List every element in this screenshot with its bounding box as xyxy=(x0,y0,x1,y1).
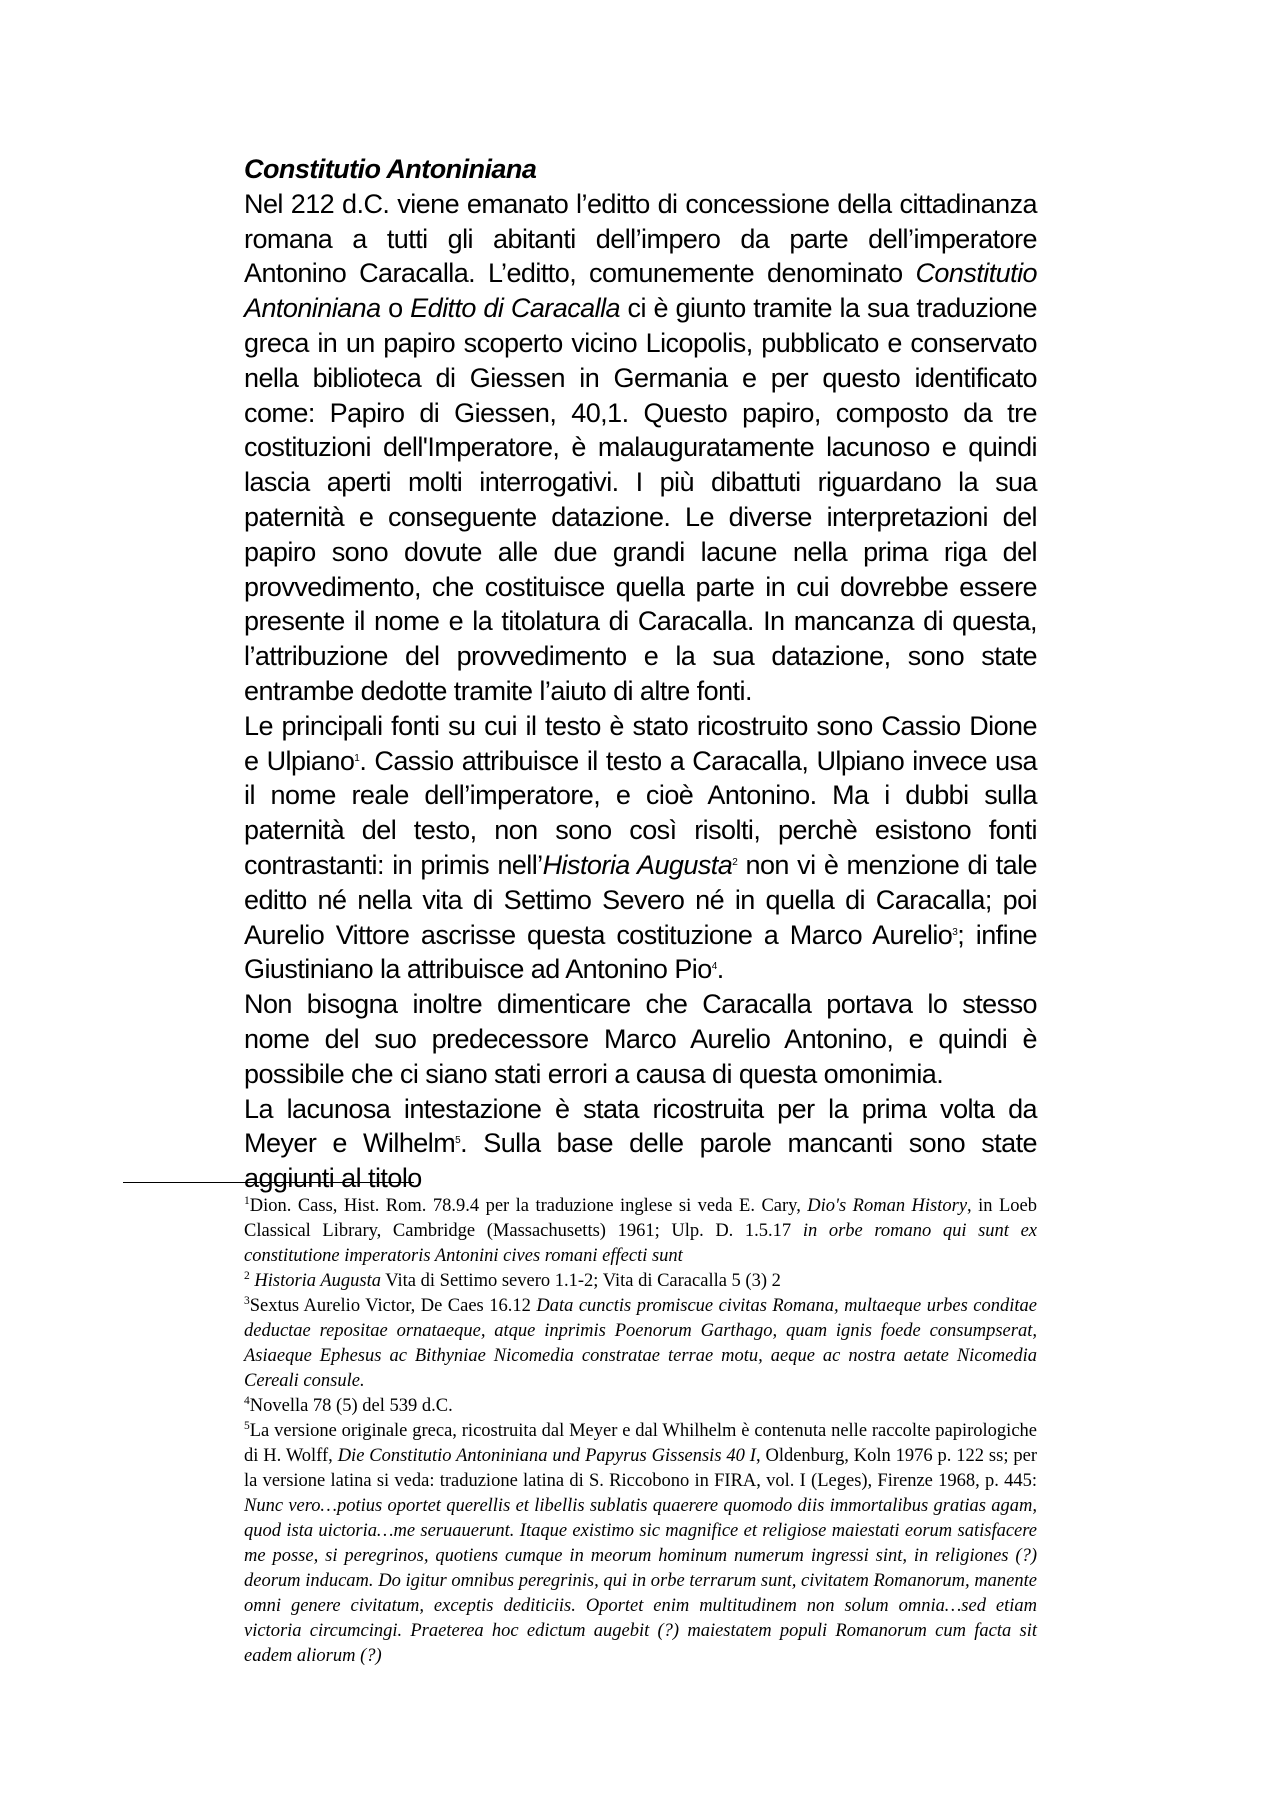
fn5-text-2: , Oldenburg, Koln 1976 p. 122 ss; per la versione latina si veda: traduzione latina di S. Riccobono in FIRA, vol. I (Leges), Firenze 1968, p. 445: xyxy=(244,1446,1037,1491)
footnote-separator xyxy=(123,1182,414,1183)
footnote-1 xyxy=(244,1194,1037,1269)
footnote-1-number: 1 xyxy=(244,1195,250,1208)
footnote-2-number: 2 xyxy=(244,1270,250,1283)
footnote-ref-1[interactable]: 1 xyxy=(354,752,360,764)
paragraph-1 xyxy=(244,187,1037,709)
footnote-4 xyxy=(244,1394,1037,1419)
paragraph-2 xyxy=(244,709,1037,987)
p2-italic-1: Historia Augusta xyxy=(542,849,733,880)
fn1-text-1: Dion. Cass, Hist. Rom. 78.9.4 per la traduzione inglese si veda E. Cary, xyxy=(249,1196,808,1216)
p1-text-1: Nel 212 d.C. viene emanato l’editto di concessione della cittadinanza romana a tutti gli abitanti dell’impero da parte dell’imperatore Antonino Caracalla. L’editto, comunemente denominato xyxy=(244,188,1037,289)
p4-text-2: . Sulla base delle parole mancanti sono state aggiunti al titolo xyxy=(244,1128,1037,1194)
p1-italic-2: Editto di Caracalla xyxy=(410,293,620,324)
p1-italic-1: Constitutio Antoniniana xyxy=(244,258,1037,324)
paragraph-3: Non bisogna inoltre dimenticare che Caracalla portava lo stesso nome del suo predecessore Marco Aurelio Antonino, e quindi è possibile che ci siano stati errori a causa di questa omonimia. xyxy=(244,989,1037,1089)
footnote-ref-2[interactable]: 2 xyxy=(732,856,738,868)
footnote-ref-5[interactable]: 5 xyxy=(455,1135,461,1147)
fn3-text-1: Sextus Aurelio Victor, De Caes 16.12 xyxy=(249,1296,537,1316)
footnote-5-number: 5 xyxy=(244,1420,250,1433)
p2-text-3: non vi è menzione di tale editto né nella vita di Settimo Severo né in quella di Caracalla; poi Aurelio Vittore ascrisse questa costituzione a Marco Aurelio xyxy=(244,849,1037,950)
p1-text-3: ci è giunto tramite la sua traduzione greca in un papiro scoperto vicino Licopolis, pubblicato e conservato nella biblioteca di Giessen in Germania e per questo identificato come: Papiro di Giessen, 40,1. Questo papiro, composto da tre costituzioni dell'Imperatore, è malauguratamente lacunoso e quindi lascia aperti molti interrogativi. I più dibattuti riguardano la sua paternità e conseguente datazione. Le diverse interpretazioni del papiro sono dovute alle due grandi lacune nella prima riga del provvedimento, che costituisce quella parte in cui dovrebbe essere presente il nome e la titolatura di Caracalla. In mancanza di questa, l’attribuzione del provvedimento e la sua datazione, sono state entrambe dedotte tramite l’aiuto di altre fonti. xyxy=(244,293,1037,706)
footnote-3 xyxy=(244,1294,1037,1394)
fn5-text-1: La versione originale greca, ricostruita dal Meyer e dal Whilhelm è contenuta nelle raccolte papirologiche di H. Wolff, xyxy=(244,1421,1037,1466)
fn1-italic-2: in orbe romano qui sunt ex constitutione imperatoris Antonini cives romani effecti sunt xyxy=(244,1221,1037,1266)
fn5-italic-2: Nunc vero…potius oportet querellis et libellis sublatis quaerere quomodo diis immortalibus gratias agam, quod ista uictoria…me seruauerunt. Itaque existimo sic magnifice et religiose maiestati eorum satisfacere me posse, si peregrinos, quotiens cumque in meorum hominum numerum ingressi sint, in religiones (?) deorum inducam. Do igitur omnibus peregrinis, qui in orbe terrarum sunt, civitatem Romanorum, manente omni genere civitatum, exceptis dediticiis. Oportet enim multitudinem non solum omnia…sed etiam victoria circumcingi. Praeterea hoc edictum augebit (?) maiestatem populi Romanorum cum facta sit eadem aliorum (?) xyxy=(244,1496,1037,1666)
footnote-5 xyxy=(244,1419,1037,1669)
p2-text-2: . Cassio attribuisce il testo a Caracalla, Ulpiano invece usa il nome reale dell’imperatore, e cioè Antonino. Ma i dubbi sulla paternità del testo, non sono così risolti, perchè esistono fonti contrastanti: in primis nell’ xyxy=(244,745,1037,880)
fn4-text-1: Novella 78 (5) del 539 d.C. xyxy=(249,1396,453,1416)
p1-text-2: o xyxy=(380,293,411,324)
fn2-text-1: Vita di Settimo severo 1.1-2; Vita di Caracalla 5 (3) 2 xyxy=(380,1271,781,1291)
fn2-italic-1: Historia Augusta xyxy=(254,1271,381,1291)
p4-text-1: La lacunosa intestazione è stata ricostruita per la prima volta da Meyer e Wilhelm xyxy=(244,1093,1037,1159)
document-title: Constitutio Antoniniana xyxy=(244,154,537,184)
p2-text-4: ; infine Giustiniano la attribuisce ad Antonino Pio xyxy=(244,919,1038,985)
body-text xyxy=(244,152,1037,1196)
footnote-3-number: 3 xyxy=(244,1295,250,1308)
footnotes xyxy=(244,1194,1037,1669)
p2-text-1: Le principali fonti su cui il testo è stato ricostruito sono Cassio Dione e Ulpiano xyxy=(244,710,1037,776)
footnote-4-number: 4 xyxy=(244,1395,250,1408)
fn3-italic-1: Data cunctis promiscue civitas Romana, multaeque urbes conditae deductae repositae ornataeque, atque inprimis Poenorum Garthago, quam ignis foede consumpserat, Asiaeque Ephesus ac Bithyniae Nicomedia constratae terrae motu, aeque ac nostra aetate Nicomedia Cereali consule. xyxy=(244,1296,1037,1391)
fn1-text-2: , in Loeb Classical Library, Cambridge (Massachusetts) 1961; Ulp. D. 1.5.17 xyxy=(244,1196,1037,1241)
p2-text-5: . xyxy=(716,954,724,985)
footnote-2 xyxy=(244,1269,1037,1294)
footnote-ref-4[interactable]: 4 xyxy=(711,961,717,973)
paragraph-4 xyxy=(244,1092,1037,1196)
fn5-italic-1: Die Constitutio Antoniniana und Papyrus Gissensis 40 I xyxy=(337,1446,756,1466)
fn1-italic-1: Dio's Roman History xyxy=(807,1196,968,1216)
footnote-ref-3[interactable]: 3 xyxy=(952,926,958,938)
